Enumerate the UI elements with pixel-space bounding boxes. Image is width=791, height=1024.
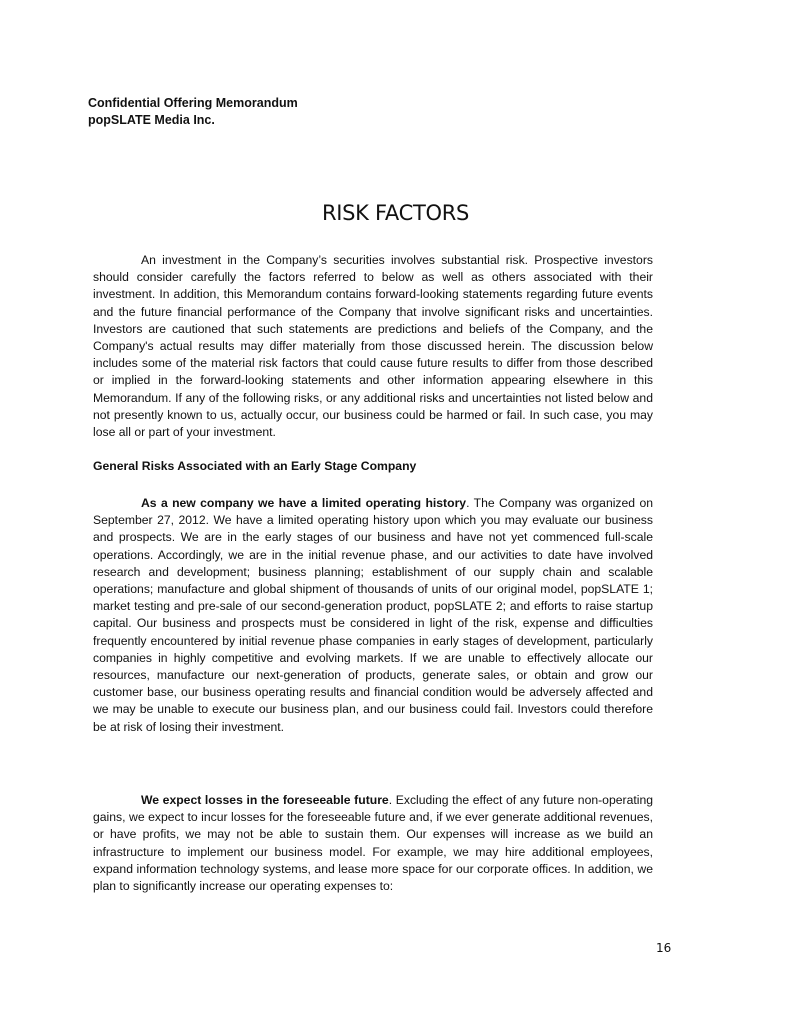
risk-lead-operating-history: As a new company we have a limited operating history [141,496,467,510]
header-memorandum-line: Confidential Offering Memorandum [88,96,298,110]
page-title: RISK FACTORS [321,201,470,225]
section-heading: General Risks Associated with an Early Stage Company [93,459,417,473]
risk-body-operating-history: . The Company was organized on September 27, 2012. We have a limited operating history upon which you may evaluate our business and prospects. We are in the early stages of our business and have not yet commenced full-scale operations. Accordingly, we are in the initial revenue phase, and our activities to date have involved research and development; business planning; establishment of our supply chain and scalable operations; manufacture and global shipment of thousands of units of our original model, popSLATE 1; market testing and pre-sale of our second-generation product, popSLATE 2; and efforts to raise startup capital. Our business and prospects must be considered in light of the risk, expense and difficulties frequently encountered by initial revenue phase companies in early stages of development, particularly companies in highly competitive and evolving markets. If we are unable to effectively allocate our resources, manufacture our next-generation of products, generate sales, or obtain and grow our customer base, our business operating results and financial condition would be adversely affected and we may be unable to execute our business plan, and our business could fail. Investors could therefore be at risk of losing their investment. [93,496,653,734]
page-number: 16 [656,941,672,955]
risk-paragraph-expected-losses [93,792,653,895]
document-header [88,95,298,129]
header-company-line: popSLATE Media Inc. [88,113,215,127]
intro-paragraph: An investment in the Company’s securities involves substantial risk. Prospective investors should consider carefully the factors referred to below as well as others associated with their investment. In addition, this Memorandum contains forward-looking statements regarding future events and the future financial performance of the Company that involve significant risks and uncertainties. Investors are cautioned that such statements are predictions and beliefs of the Company, and the Company's actual results may differ materially from those discussed herein. The discussion below includes some of the material risk factors that could cause future results to differ from those described or implied in the forward-looking statements and other information appearing elsewhere in this Memorandum. If any of the following risks, or any additional risks and uncertainties not listed below and not presently known to us, actually occur, our business could be harmed or fail. In such case, you may lose all or part of your investment. [93,253,653,440]
risk-lead-expected-losses: We expect losses in the foreseeable future [141,793,389,807]
risk-body-expected-losses: . Excluding the effect of any future non-operating gains, we expect to incur losses for the foreseeable future and, if we ever generate additional revenues, or have profits, we may not be able to sustain them. Our expenses will increase as we build an infrastructure to implement our business model. For example, we may hire additional employees, expand information technology systems, and lease more space for our corporate offices. In addition, we plan to significantly increase our operating expenses to: [93,793,653,894]
risk-paragraph-operating-history [93,495,653,736]
